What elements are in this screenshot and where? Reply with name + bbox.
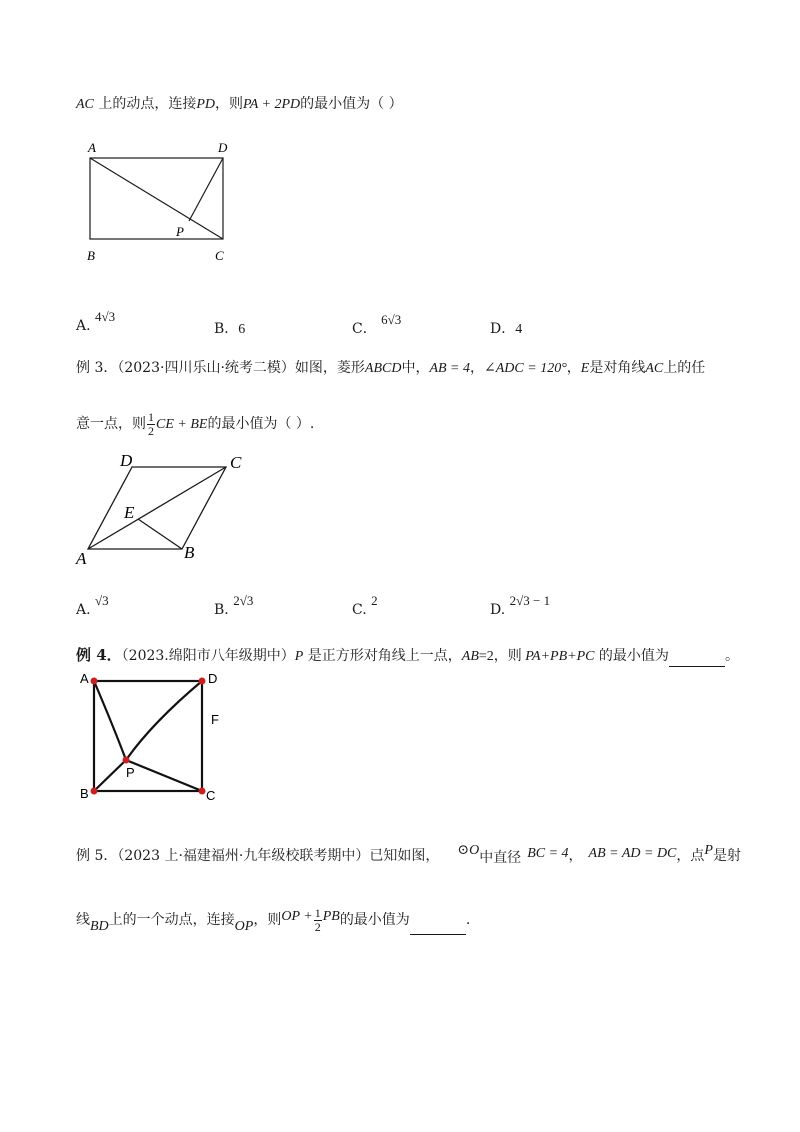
- q5-stem-line1: [76, 843, 741, 867]
- option-letter: A.: [76, 602, 91, 618]
- point-c: [199, 788, 206, 795]
- option-letter: C.: [352, 602, 367, 618]
- q3-stem-line1: [76, 358, 705, 379]
- q2-option-b[interactable]: [214, 318, 245, 338]
- q2-option-d[interactable]: [490, 318, 522, 338]
- label-p: P: [126, 765, 135, 780]
- curve-pd: [126, 681, 202, 760]
- q3-stem-line2: [76, 410, 314, 439]
- stem-text: 上的任: [663, 360, 706, 376]
- fraction-one-half: [147, 411, 155, 438]
- label-b: B: [184, 543, 195, 562]
- math-shape: ABCD: [364, 361, 402, 376]
- stem-text: 是射: [712, 848, 741, 864]
- option-letter: D.: [490, 602, 506, 618]
- fraction-denominator: 2: [148, 423, 154, 438]
- point-d: [199, 678, 206, 685]
- stem-text: 的最小值为（ ）.: [207, 416, 315, 432]
- math-expression: CE + BE: [156, 417, 208, 432]
- math-expression: PA + 2PD: [243, 97, 301, 112]
- stem-text: 的最小值为（ ）: [300, 96, 403, 112]
- option-value: 2: [371, 593, 378, 608]
- stem-text: ，则: [253, 912, 282, 928]
- q4-stem-line: [76, 645, 739, 667]
- option-letter: C．: [352, 321, 377, 337]
- option-value: 4: [515, 322, 523, 337]
- segment-eb: [138, 519, 182, 549]
- math-arcs: AB = AD = DC: [588, 846, 677, 861]
- stem-text: ，: [470, 360, 485, 376]
- fraction-one-half: [314, 907, 322, 934]
- label-d: D: [120, 451, 133, 470]
- diagonal-ac: [90, 158, 223, 239]
- answer-blank[interactable]: [410, 906, 466, 935]
- q2-option-a[interactable]: [76, 309, 116, 334]
- q2-stem-line: [76, 94, 403, 115]
- math-expression: PA+PB+PC: [525, 649, 595, 664]
- stem-text: 中直径: [479, 850, 522, 866]
- stem-text: 是正方形对角线上一点，: [303, 648, 462, 664]
- stem-text: （2023·四川乐山·统考二模）如图，菱形: [117, 360, 365, 376]
- math-ac: AC: [76, 97, 94, 112]
- label-d: D: [208, 671, 218, 686]
- stem-text: 意一点，则: [76, 416, 146, 432]
- option-value: 6√3: [381, 312, 402, 327]
- label-c: C: [215, 248, 224, 263]
- math-ab: AB = 4: [429, 361, 471, 376]
- label-a: A: [76, 549, 87, 568]
- fraction-denominator: 2: [314, 919, 321, 934]
- option-value: 2√3 − 1: [509, 593, 551, 608]
- math-ab: AB: [461, 649, 479, 664]
- stem-text: 上的一个动点，连接: [108, 912, 235, 928]
- label-a: A: [88, 140, 96, 155]
- question-label: 例 4．: [76, 646, 122, 664]
- q2-rectangle-figure: [76, 136, 246, 270]
- curve-pa: [94, 681, 126, 760]
- label-f: F: [211, 712, 219, 727]
- math-expression: OP +: [281, 909, 313, 924]
- stem-text: ，: [568, 848, 583, 864]
- label-c: C: [206, 788, 216, 803]
- stem-text: （2023 上·福建福州·九年级校联考期中）已知如图，: [117, 848, 440, 864]
- q3-option-c[interactable]: [352, 593, 378, 618]
- stem-text: ，: [566, 360, 581, 376]
- option-letter: D．: [490, 321, 516, 337]
- stem-text: ，点: [676, 848, 705, 864]
- q5-stem-line2: [76, 906, 470, 935]
- option-value: 4√3: [95, 309, 116, 324]
- segment-pc: [126, 760, 202, 791]
- stem-text: （2023.绵阳市八年级期中）: [121, 648, 295, 664]
- segment-pb: [94, 760, 126, 791]
- label-p: P: [176, 224, 184, 239]
- stem-text: 的最小值为: [339, 912, 410, 928]
- point-p: [123, 757, 130, 764]
- math-pd: PD: [196, 97, 216, 112]
- label-e: E: [124, 503, 135, 522]
- math-p: P: [704, 843, 713, 858]
- stem-text: 线: [76, 912, 90, 928]
- point-a: [91, 678, 98, 685]
- math-bd: BD: [90, 919, 109, 934]
- stem-text: 。: [724, 648, 739, 664]
- stem-text: 的最小值为: [594, 648, 669, 664]
- math-expression: PB: [322, 909, 340, 924]
- math-bc: BC = 4: [527, 846, 569, 861]
- diagonal-ac: [88, 467, 226, 549]
- option-value: 6: [238, 322, 246, 337]
- option-letter: B.: [214, 602, 229, 618]
- label-a: A: [80, 671, 89, 686]
- math-e: E: [580, 361, 590, 376]
- q2-option-c[interactable]: [352, 312, 402, 338]
- stem-text: =2，则: [478, 649, 526, 664]
- fraction-numerator: 1: [314, 905, 321, 920]
- answer-blank[interactable]: [669, 646, 725, 667]
- fraction-numerator: 1: [148, 409, 154, 424]
- label-b: B: [80, 786, 89, 801]
- q3-rhombus-figure: [70, 448, 260, 570]
- stem-text: 上的动点，连接: [93, 96, 197, 112]
- math-p: P: [294, 649, 304, 664]
- math-op: OP: [234, 919, 254, 934]
- option-letter: B．: [214, 321, 239, 337]
- label-d: D: [218, 140, 228, 155]
- segment-pd: [189, 158, 223, 221]
- option-letter: A.: [76, 318, 91, 334]
- math-ac: AC: [645, 361, 664, 376]
- stem-text: .: [465, 912, 471, 928]
- question-label: 例 3．: [76, 360, 118, 376]
- q3-option-a[interactable]: [76, 593, 109, 618]
- q4-square-figure: [76, 668, 236, 808]
- option-value: √3: [95, 593, 109, 608]
- label-b: B: [87, 248, 95, 263]
- q3-option-b[interactable]: [214, 593, 254, 618]
- q3-option-d[interactable]: [490, 593, 551, 618]
- math-circle-o: ⊙O: [457, 843, 480, 858]
- point-b: [91, 788, 98, 795]
- option-value: 2√3: [233, 593, 254, 608]
- stem-text: ，则: [215, 96, 244, 112]
- stem-text: 是对角线: [589, 360, 646, 376]
- label-c: C: [230, 453, 242, 472]
- stem-text: 中，: [401, 360, 430, 376]
- question-label: 例 5．: [76, 848, 118, 864]
- math-angle: ∠ADC = 120°: [484, 361, 567, 376]
